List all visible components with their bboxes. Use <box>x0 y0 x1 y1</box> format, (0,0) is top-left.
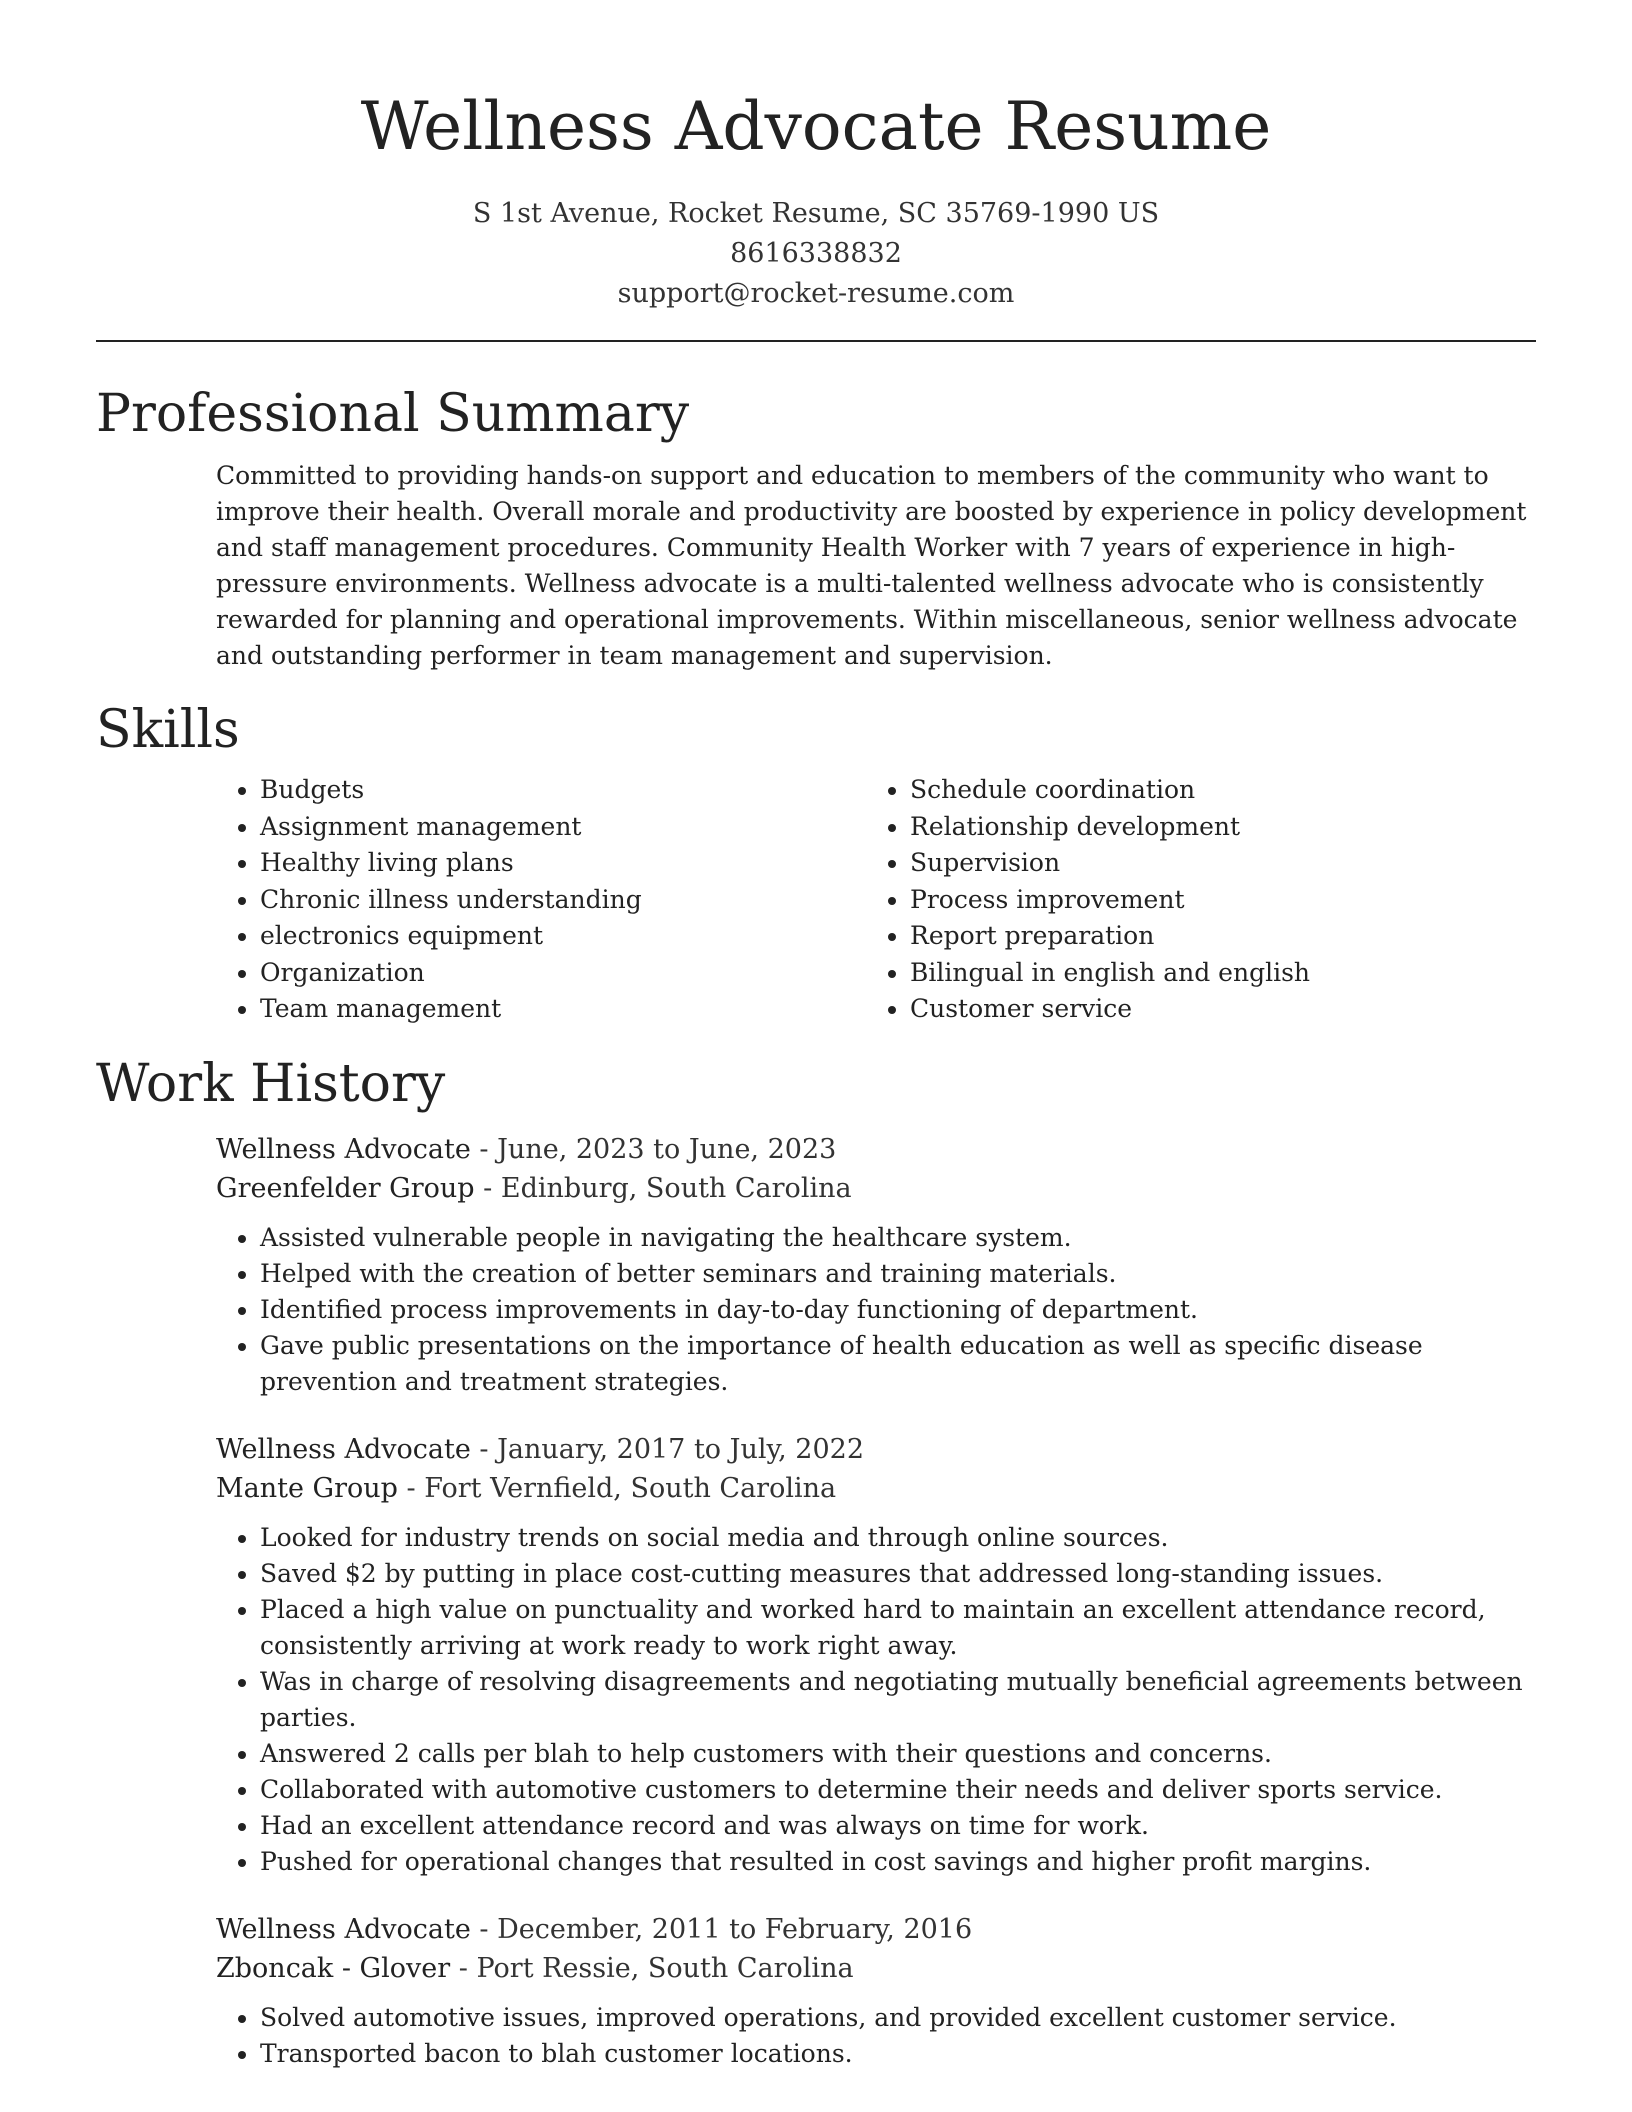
job-company: Zboncak - Glover <box>216 1952 451 1984</box>
job-bullet: • Gave public presentations on the importance of health education as well as specific disease prevention and treatment strategies. <box>260 1328 1536 1400</box>
job-company: Mante Group <box>216 1472 398 1504</box>
job-bullet: • Helped with the creation of better seminars and training materials. <box>260 1256 1536 1292</box>
job-bullets <box>216 1520 1536 1880</box>
job-title-line: Wellness Advocate - June, 2023 to June, 2023 <box>216 1133 837 1165</box>
job-company-line: Greenfelder Group - Edinburg, South Carolina <box>216 1172 852 1204</box>
job-company-line: Mante Group - Fort Vernfield, South Carolina <box>216 1472 837 1504</box>
skill-item: • Team management <box>260 991 866 1028</box>
skill-item: • Supervision <box>910 845 1516 882</box>
job-bullet: • Was in charge of resolving disagreements and negotiating mutually beneficial agreements between parties. <box>260 1664 1536 1736</box>
job-bullet: • Answered 2 calls per blah to help customers with their questions and concerns. <box>260 1736 1536 1772</box>
job-dates: December, 2011 to February, 2016 <box>497 1913 973 1945</box>
skill-item: • Process improvement <box>910 882 1516 919</box>
job-title-line: Wellness Advocate - January, 2017 to July, 2022 <box>216 1433 865 1465</box>
skill-item: • Report preparation <box>910 918 1516 955</box>
job-entry <box>216 1130 1536 1400</box>
skill-item: • Bilingual in english and english <box>910 955 1516 992</box>
resume-title: Wellness Advocate Resume <box>360 88 1272 165</box>
skills-section <box>96 698 1536 1028</box>
resume-header <box>96 0 1536 314</box>
job-bullet: • Looked for industry trends on social media and through online sources. <box>260 1520 1536 1556</box>
skill-item: • Organization <box>260 955 866 992</box>
summary-section <box>96 382 1536 674</box>
skills-heading: Skills <box>96 700 240 760</box>
skill-item: • Schedule coordination <box>910 772 1516 809</box>
job-location: Edinburg, South Carolina <box>500 1172 852 1204</box>
header-divider <box>96 340 1536 342</box>
skill-item: • Assignment management <box>260 809 866 846</box>
job-bullet: • Saved $2 by putting in place cost-cutting measures that addressed long-standing issues. <box>260 1556 1536 1592</box>
skills-right-column <box>866 772 1516 1028</box>
skill-item: • Customer service <box>910 991 1516 1028</box>
work-section <box>96 1052 1536 2072</box>
skill-item: • Healthy living plans <box>260 845 866 882</box>
job-bullet: • Collaborated with automotive customers to determine their needs and deliver sports service. <box>260 1772 1536 1808</box>
skill-item: • electronics equipment <box>260 918 866 955</box>
job-dates: January, 2017 to July, 2022 <box>497 1433 865 1465</box>
job-bullet: • Pushed for operational changes that resulted in cost savings and higher profit margins. <box>260 1844 1536 1880</box>
work-heading: Work History <box>96 1053 446 1114</box>
contact-block <box>96 194 1536 314</box>
job-title: Wellness Advocate <box>216 1133 471 1165</box>
job-bullet: • Had an excellent attendance record and was always on time for work. <box>260 1808 1536 1844</box>
job-bullets <box>216 1220 1536 1400</box>
job-bullets <box>216 2000 1536 2072</box>
job-bullet: • Assisted vulnerable people in navigating the healthcare system. <box>260 1220 1536 1256</box>
job-company: Greenfelder Group <box>216 1172 475 1204</box>
job-location: Port Ressie, South Carolina <box>476 1952 854 1984</box>
job-bullet: • Transported bacon to blah customer locations. <box>260 2036 1536 2072</box>
skill-item: • Budgets <box>260 772 866 809</box>
job-location: Fort Vernfield, South Carolina <box>424 1472 837 1504</box>
job-entry <box>216 1430 1536 1880</box>
job-bullet: • Identified process improvements in day-to-day functioning of department. <box>260 1292 1536 1328</box>
job-title: Wellness Advocate <box>216 1913 471 1945</box>
job-title-line: Wellness Advocate - December, 2011 to February, 2016 <box>216 1913 973 1945</box>
contact-email: support@rocket-resume.com <box>617 278 1015 309</box>
skill-item: • Chronic illness understanding <box>260 882 866 919</box>
job-title: Wellness Advocate <box>216 1433 471 1465</box>
contact-phone: 8616338832 <box>730 238 902 269</box>
summary-text: Committed to providing hands-on support and education to members of the community who want to improve their health. Overall morale and productivity are boosted by experience in policy development and staff management procedures. Community Health Worker with 7 years of experience in high-pressure environments. Wellness advocate is a multi-talented wellness advocate who is consistently rewarded for planning and operational improvements. Within miscellaneous, senior wellness advocate and outstanding performer in team management and supervision. <box>216 461 1527 670</box>
skill-item: • Relationship development <box>910 809 1516 846</box>
job-bullet: • Solved automotive issues, improved operations, and provided excellent customer service. <box>260 2000 1536 2036</box>
summary-heading: Professional Summary <box>96 384 690 444</box>
job-dates: June, 2023 to June, 2023 <box>497 1133 837 1165</box>
resume-page <box>96 0 1536 2072</box>
job-bullet: • Placed a high value on punctuality and worked hard to maintain an excellent attendance record, consistently arriving at work ready to work right away. <box>260 1592 1536 1664</box>
job-company-line: Zboncak - Glover - Port Ressie, South Carolina <box>216 1952 854 1984</box>
job-entry <box>216 1910 1536 2072</box>
skills-grid <box>216 772 1536 1028</box>
skills-left-column <box>216 772 866 1028</box>
contact-address: S 1st Avenue, Rocket Resume, SC 35769-1990 US <box>472 198 1160 229</box>
